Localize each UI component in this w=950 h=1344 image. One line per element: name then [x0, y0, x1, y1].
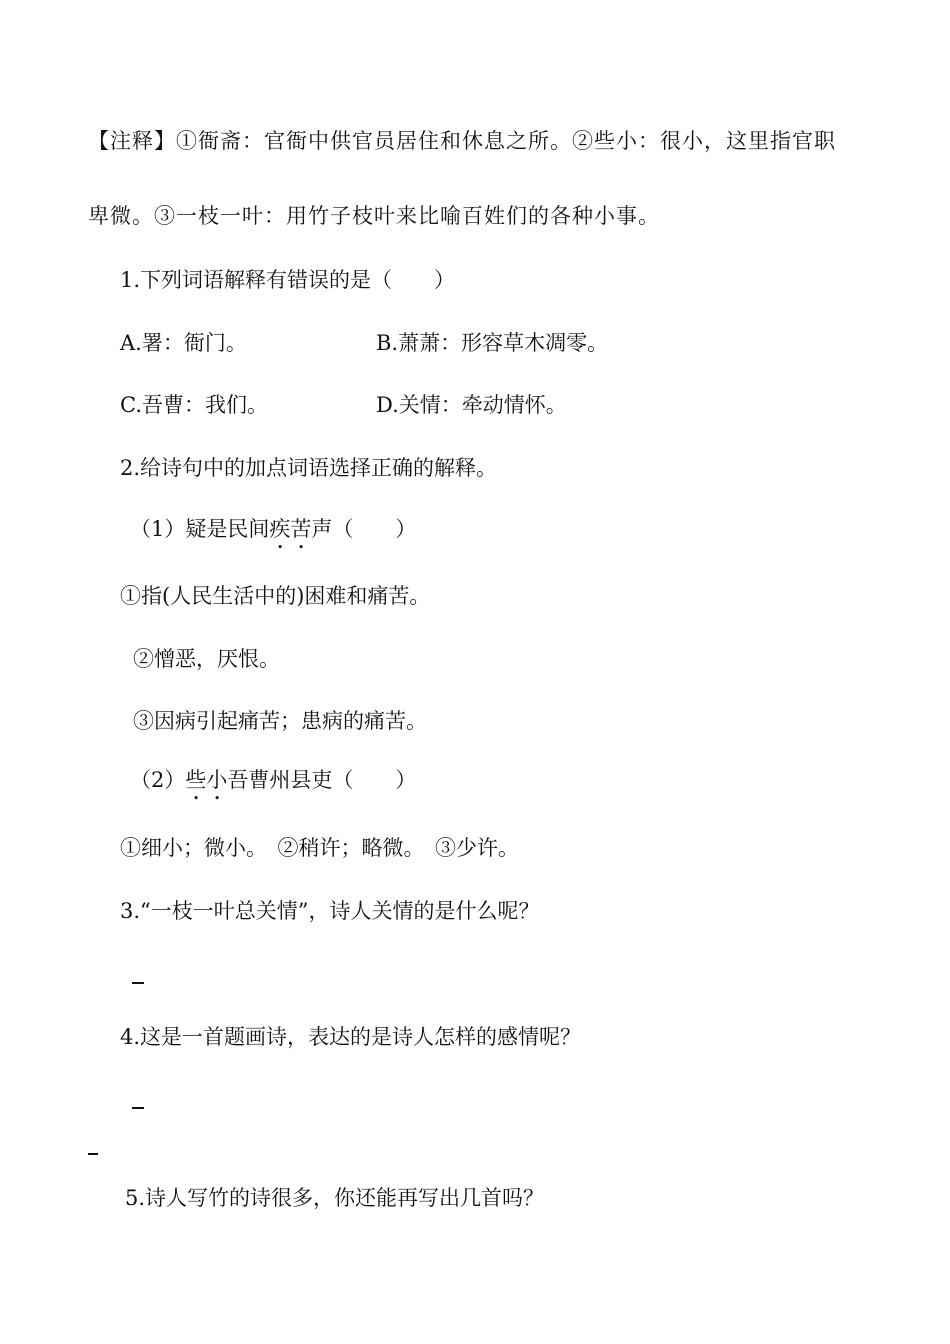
question-1-stem: 1.下列词语解释有错误的是（ ）	[120, 268, 456, 292]
sub-2-options: ①细小；微小。 ②稍许；略微。 ③少许。	[120, 836, 519, 860]
question-1-option-a: A.署：衙门。	[120, 331, 247, 355]
question-2-stem: 2.给诗句中的加点词语选择正确的解释。	[120, 456, 498, 480]
sub-2-dotted-word: 些小	[185, 768, 228, 792]
question-2-sub-1	[130, 515, 416, 554]
question-5-stem: 5.诗人写竹的诗很多，你还能再写出几首吗？	[125, 1186, 545, 1210]
question-4-answer-line-2[interactable]	[88, 1153, 98, 1155]
sub-1-option-2: ②憎恶，厌恨。	[133, 647, 280, 671]
sub-1-suffix: 声（ ）	[311, 517, 417, 541]
question-2-sub-2	[130, 766, 416, 805]
sub-1-dotted-word: 疾苦	[269, 517, 312, 541]
annotation-line-2: 卑微。③一枝一叶：用竹子枝叶来比喻百姓们的各种小事。	[88, 204, 660, 228]
question-4-stem: 4.这是一首题画诗，表达的是诗人怎样的感情呢？	[120, 1025, 582, 1049]
sub-2-suffix: 吾曹州县吏（ ）	[227, 768, 417, 792]
sub-2-prefix: （2）	[130, 768, 186, 792]
question-3-stem: 3.“一枝一叶总关情”，诗人关情的是什么呢？	[120, 899, 540, 923]
sub-1-prefix: （1）疑是民间	[130, 517, 270, 541]
question-1-option-b: B.萧萧：形容草木凋零。	[376, 331, 609, 355]
annotation-line-1: 【注释】①衙斋：官衙中供官员居住和休息之所。②些小：很小，这里指官职	[88, 129, 836, 153]
question-3-answer-line[interactable]	[132, 982, 144, 984]
question-1-option-c: C.吾曹：我们。	[120, 393, 268, 417]
sub-1-option-1: ①指(人民生活中的)困难和痛苦。	[120, 584, 431, 608]
sub-1-option-3: ③因病引起痛苦；患病的痛苦。	[133, 709, 427, 733]
question-1-option-d: D.关情：牵动情怀。	[376, 393, 567, 417]
question-4-answer-line[interactable]	[132, 1107, 144, 1109]
